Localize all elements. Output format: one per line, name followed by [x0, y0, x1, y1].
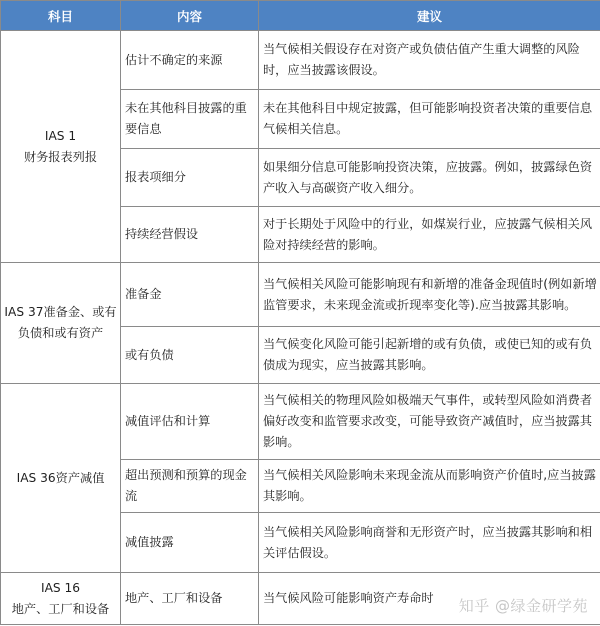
- advice-cell: 当气候相关风险可能影响现有和新增的准备金现值时(例如新增监管要求，未来现金流或折现率变化等).应当披露其影响。: [259, 263, 600, 327]
- header-advice: 建议: [259, 1, 600, 31]
- watermark-text: 知乎 @绿金研学苑: [458, 597, 588, 615]
- advice-cell: 当气候相关风险影响商誉和无形资产时，应当披露其影响和相关评估假设。: [259, 513, 600, 573]
- subject-cell-ias36: [1, 384, 121, 573]
- content-cell: 或有负债: [121, 327, 259, 384]
- content-cell: 减值披露: [121, 513, 259, 573]
- subject-line1: IAS 1: [44, 128, 77, 143]
- content-cell: 超出预测和预算的现金流: [121, 460, 259, 513]
- subject-line2: 地产、工厂和设备: [11, 601, 110, 616]
- content-cell: 准备金: [121, 263, 259, 327]
- advice-cell: 当气候变化风险可能引起新增的或有负债，或使已知的或有负债成为现实，应当披露其影响。: [259, 327, 600, 384]
- watermark: [459, 595, 588, 616]
- subject-cell-ias37: [1, 263, 121, 384]
- header-row: [1, 1, 600, 31]
- table-row: [1, 31, 600, 90]
- subject-line1: IAS 37准备金、或有负债和或有资产: [4, 305, 117, 340]
- content-cell: 未在其他科目披露的重要信息: [121, 90, 259, 149]
- subject-line1: IAS 16: [40, 580, 81, 595]
- content-cell: 持续经营假设: [121, 207, 259, 263]
- subject-cell-ias16: [1, 573, 121, 625]
- advice-cell: 当气候风险可能影响资产寿命时: [259, 573, 600, 625]
- content-cell: 报表项细分: [121, 149, 259, 207]
- advice-cell: 当气候相关假设存在对资产或负债估值产生重大调整的风险时，应当披露该假设。: [259, 31, 600, 90]
- content-cell: 估计不确定的来源: [121, 31, 259, 90]
- table-row: [1, 384, 600, 460]
- advice-cell: 对于长期处于风险中的行业，如煤炭行业，应披露气候相关风险对持续经营的影响。: [259, 207, 600, 263]
- header-content: 内容: [121, 1, 259, 31]
- table-row: [1, 263, 600, 327]
- advice-cell: 未在其他科目中规定披露，但可能影响投资者决策的重要信息气候相关信息。: [259, 90, 600, 149]
- subject-cell-ias1: [1, 31, 121, 263]
- content-cell: 地产、工厂和设备: [121, 573, 259, 625]
- subject-line1: IAS 36资产减值: [16, 470, 105, 485]
- header-subject: 科目: [1, 1, 121, 31]
- advice-cell: 当气候相关的物理风险如极端天气事件，或转型风险如消费者偏好改变和监管要求改变，可能导致资产减值时，应当披露其影响。: [259, 384, 600, 460]
- advice-cell: 当气候相关风险影响未来现金流从而影响资产价值时,应当披露其影响。: [259, 460, 600, 513]
- advice-cell: 如果细分信息可能影响投资决策，应披露。例如，披露绿色资产收入与高碳资产收入细分。: [259, 149, 600, 207]
- subject-line2: 财务报表列报: [23, 149, 98, 164]
- content-cell: 减值评估和计算: [121, 384, 259, 460]
